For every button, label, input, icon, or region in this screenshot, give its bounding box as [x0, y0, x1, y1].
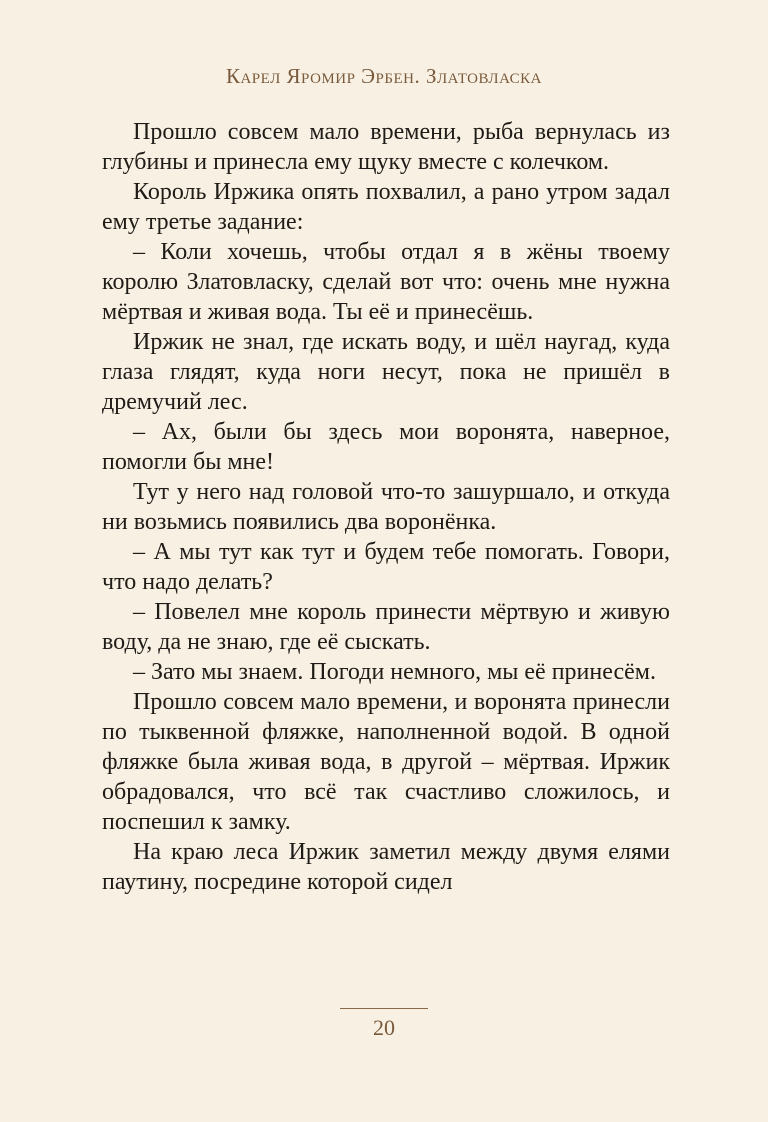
footer-rule [340, 1008, 428, 1009]
paragraph-1: Прошло совсем мало времени, рыба вернулась из глубины и принесла ему щуку вместе с колечком. [102, 119, 670, 175]
page-number: 20 [373, 1015, 395, 1040]
paragraph-2: Король Иржика опять похвалил, а рано утром задал ему третье задание: [102, 179, 670, 235]
paragraph-5: – Ах, были бы здесь мои воронята, наверное, помогли бы мне! [102, 419, 670, 475]
paragraph-9: – Зато мы знаем. Погоди немного, мы её принесём. [133, 659, 656, 685]
paragraph-6: Тут у него над головой что-то зашуршало, и откуда ни возьмись появились два воронёнка. [102, 479, 670, 535]
paragraph-4: Иржик не знал, где искать воду, и шёл наугад, куда глаза глядят, куда ноги несут, пока не пришёл в дремучий лес. [102, 329, 670, 415]
paragraph-3: – Коли хочешь, чтобы отдал я в жёны твоему королю Златовласку, сделай вот что: очень мне нужна мёртвая и живая вода. Ты её и принесёшь. [102, 239, 670, 325]
running-head: Карел Яромир Эрбен. Златовласка [225, 64, 543, 88]
paragraph-8: – Повелел мне король принести мёртвую и живую воду, да не знаю, где её сыскать. [102, 599, 670, 655]
paragraph-10: Прошло совсем мало времени, и воронята принесли по тыквенной фляжке, наполненной водой. В одной фляжке была живая вода, в другой – мёртвая. Иржик обрадовался, что всё так счастливо сложилось, и поспешил к замку. [102, 689, 670, 835]
paragraph-11: На краю леса Иржик заметил между двумя елями паутину, посредине которой сидел [102, 839, 670, 895]
paragraph-7: – А мы тут как тут и будем тебе помогать. Говори, что надо делать? [102, 539, 670, 595]
body-text [102, 117, 670, 897]
